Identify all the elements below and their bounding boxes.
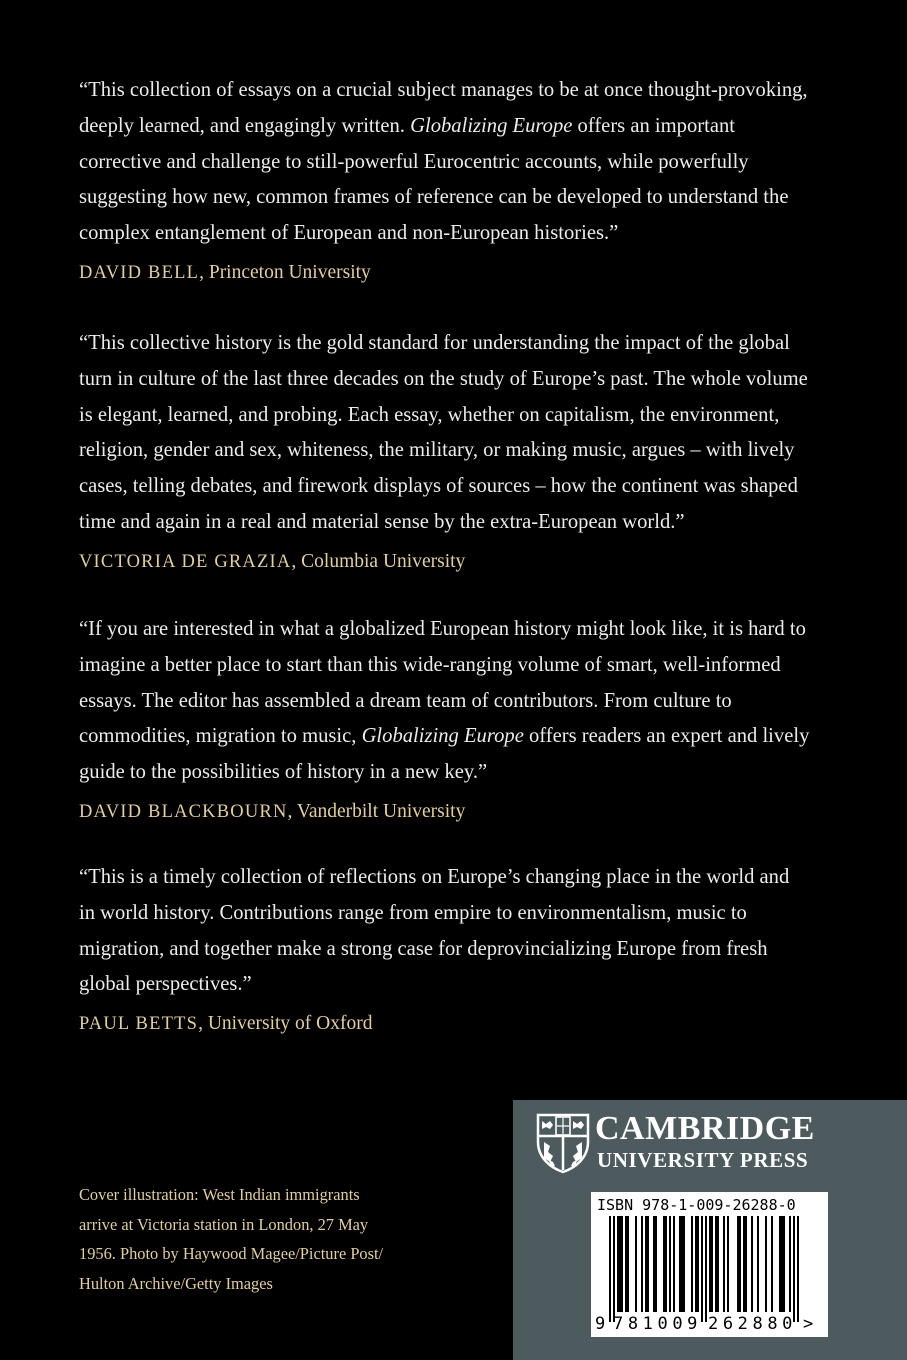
quote-fragment: commodities, migration to music, bbox=[79, 725, 362, 748]
blurb-david-bell bbox=[79, 73, 839, 287]
quote-line: suggesting how new, common frames of reference can be developed to understand the bbox=[79, 186, 789, 209]
author-name: VICTORIA DE GRAZIA bbox=[79, 551, 292, 572]
book-title: Globalizing Europe bbox=[410, 114, 573, 137]
barcode-bar bbox=[751, 1216, 753, 1312]
blurb-attribution bbox=[79, 798, 839, 826]
quote-line: imagine a better place to start than this wide-ranging volume of smart, well-informed bbox=[79, 653, 781, 676]
barcode-guard-bar bbox=[797, 1216, 799, 1322]
barcode-bar bbox=[779, 1216, 781, 1312]
author-affiliation: , Columbia University bbox=[291, 550, 466, 572]
barcode-guard-bar bbox=[609, 1216, 611, 1322]
barcode-right-digits: 262880 bbox=[708, 1314, 798, 1334]
barcode-bar bbox=[627, 1216, 629, 1312]
author-affiliation: , Princeton University bbox=[199, 261, 371, 283]
barcode-bar bbox=[709, 1216, 711, 1312]
publisher-name: CAMBRIDGE bbox=[595, 1110, 815, 1147]
cambridge-shield-icon bbox=[535, 1112, 591, 1174]
blurb-quote bbox=[79, 612, 839, 791]
quote-line: turn in culture of the last three decades on the study of Europe’s past. The whole volume bbox=[79, 367, 808, 390]
barcode-first-digit: 9 bbox=[595, 1314, 606, 1334]
quote-fragment: offers an important bbox=[572, 114, 735, 137]
barcode-bar bbox=[783, 1216, 785, 1312]
author-name: PAUL BETTS bbox=[79, 1014, 199, 1035]
quote-line: in world history. Contributions range from empire to environmentalism, music to bbox=[79, 901, 747, 924]
barcode-bar bbox=[679, 1216, 681, 1312]
isbn-barcode bbox=[591, 1192, 828, 1337]
barcode-bar bbox=[789, 1216, 791, 1312]
quote-line bbox=[79, 109, 839, 145]
barcode-bar bbox=[635, 1216, 637, 1312]
barcode-bar bbox=[683, 1216, 685, 1312]
quote-line: “This collective history is the gold standard for understanding the impact of the global bbox=[79, 332, 790, 354]
barcode-bar bbox=[663, 1216, 665, 1312]
barcode-guard-bar bbox=[793, 1216, 795, 1322]
barcode-bar bbox=[647, 1216, 649, 1312]
barcode-bar bbox=[665, 1216, 667, 1312]
quote-line: time and again in a real and material sense by the extra-European world.” bbox=[79, 510, 685, 533]
barcode-bar bbox=[771, 1216, 773, 1312]
barcode-bar bbox=[739, 1216, 741, 1312]
barcode-bar bbox=[717, 1216, 719, 1312]
cover-illustration-credit bbox=[79, 1180, 439, 1298]
publisher-subname: UNIVERSITY PRESS bbox=[597, 1148, 809, 1172]
credit-line: 1956. Photo by Haywood Magee/Picture Post/ bbox=[79, 1244, 384, 1263]
barcode-bar bbox=[619, 1216, 621, 1312]
quote-line: guide to the possibilities of history in a new key.” bbox=[79, 761, 488, 784]
book-title: Globalizing Europe bbox=[361, 725, 524, 748]
barcode-bar bbox=[737, 1216, 739, 1312]
barcode-bar bbox=[669, 1216, 671, 1312]
quote-line: cases, telling debates, and firework displays of sources – how the continent was shaped bbox=[79, 475, 798, 498]
blurb-quote bbox=[79, 73, 839, 252]
blurb-quote bbox=[79, 326, 839, 541]
barcode-guard-bar bbox=[701, 1216, 703, 1322]
quote-fragment: offers readers an expert and lively bbox=[523, 725, 810, 748]
barcode-bar bbox=[727, 1216, 729, 1312]
quote-line: global perspectives.” bbox=[79, 973, 252, 996]
blurb-attribution bbox=[79, 259, 839, 287]
blurb-david-blackbourn bbox=[79, 612, 839, 826]
quote-line: corrective and challenge to still-powerful Eurocentric accounts, while powerfully bbox=[79, 150, 749, 173]
publisher-panel bbox=[513, 1100, 907, 1360]
author-name: DAVID BELL bbox=[79, 262, 200, 283]
quote-fragment: deeply learned, and engagingly written. bbox=[79, 114, 411, 137]
barcode-bar bbox=[715, 1216, 717, 1312]
barcode-guard-bar bbox=[613, 1216, 615, 1322]
credit-line: Hulton Archive/Getty Images bbox=[79, 1273, 273, 1293]
barcode-bar bbox=[745, 1216, 747, 1312]
blurb-attribution bbox=[79, 548, 839, 576]
blurb-attribution bbox=[79, 1010, 839, 1038]
barcode-left-digits: 781009 bbox=[613, 1314, 703, 1334]
barcode-bar bbox=[645, 1216, 647, 1312]
barcode-bar bbox=[653, 1216, 655, 1312]
credit-line: arrive at Victoria station in London, 27 May bbox=[79, 1214, 369, 1234]
barcode-bar bbox=[681, 1216, 683, 1312]
barcode-bar bbox=[621, 1216, 623, 1312]
barcode-guard-bar bbox=[705, 1216, 707, 1322]
barcode-bar bbox=[757, 1216, 759, 1312]
barcode-bar bbox=[711, 1216, 713, 1312]
quote-line: “This collection of essays on a crucial subject manages to be at once thought-provoking, bbox=[79, 79, 808, 101]
barcode-bar bbox=[723, 1216, 725, 1312]
barcode-bar bbox=[697, 1216, 699, 1312]
barcode-bar bbox=[765, 1216, 767, 1312]
isbn-label: ISBN 978-1-009-26288-0 bbox=[597, 1196, 796, 1214]
quote-line: complex entanglement of European and non-European histories.” bbox=[79, 222, 619, 245]
author-affiliation: , Vanderbilt University bbox=[287, 800, 466, 822]
barcode-bar bbox=[617, 1216, 619, 1312]
blurb-paul-betts bbox=[79, 860, 839, 1038]
barcode-bar bbox=[673, 1216, 675, 1312]
barcode-bar bbox=[625, 1216, 627, 1312]
quote-line: “If you are interested in what a globalized European history might look like, it is hard to bbox=[79, 618, 806, 640]
quote-line: essays. The editor has assembled a dream team of contributors. From culture to bbox=[79, 689, 732, 712]
quote-line: “This is a timely collection of reflections on Europe’s changing place in the world and bbox=[79, 866, 790, 888]
barcode-bar bbox=[695, 1216, 697, 1312]
credit-line: Cover illustration: West Indian immigrants bbox=[79, 1185, 360, 1204]
blurb-quote bbox=[79, 860, 839, 1003]
barcode-end-mark: > bbox=[803, 1314, 814, 1334]
barcode-bar bbox=[691, 1216, 693, 1312]
author-name: DAVID BLACKBOURN bbox=[79, 801, 288, 822]
quote-line: is elegant, learned, and probing. Each essay, whether on capitalism, the environment, bbox=[79, 403, 780, 426]
barcode-bar bbox=[743, 1216, 745, 1312]
quote-line: migration, and together make a strong case for deprovincializing Europe from fresh bbox=[79, 937, 768, 960]
quote-line: religion, gender and sex, whiteness, the military, or making music, argues – with lively bbox=[79, 439, 795, 462]
barcode-bar bbox=[781, 1216, 783, 1312]
barcode-bar bbox=[641, 1216, 643, 1312]
blurb-victoria-de-grazia bbox=[79, 326, 839, 576]
barcode-bar bbox=[655, 1216, 657, 1312]
author-affiliation: , University of Oxford bbox=[198, 1013, 373, 1035]
quote-line bbox=[79, 719, 839, 755]
